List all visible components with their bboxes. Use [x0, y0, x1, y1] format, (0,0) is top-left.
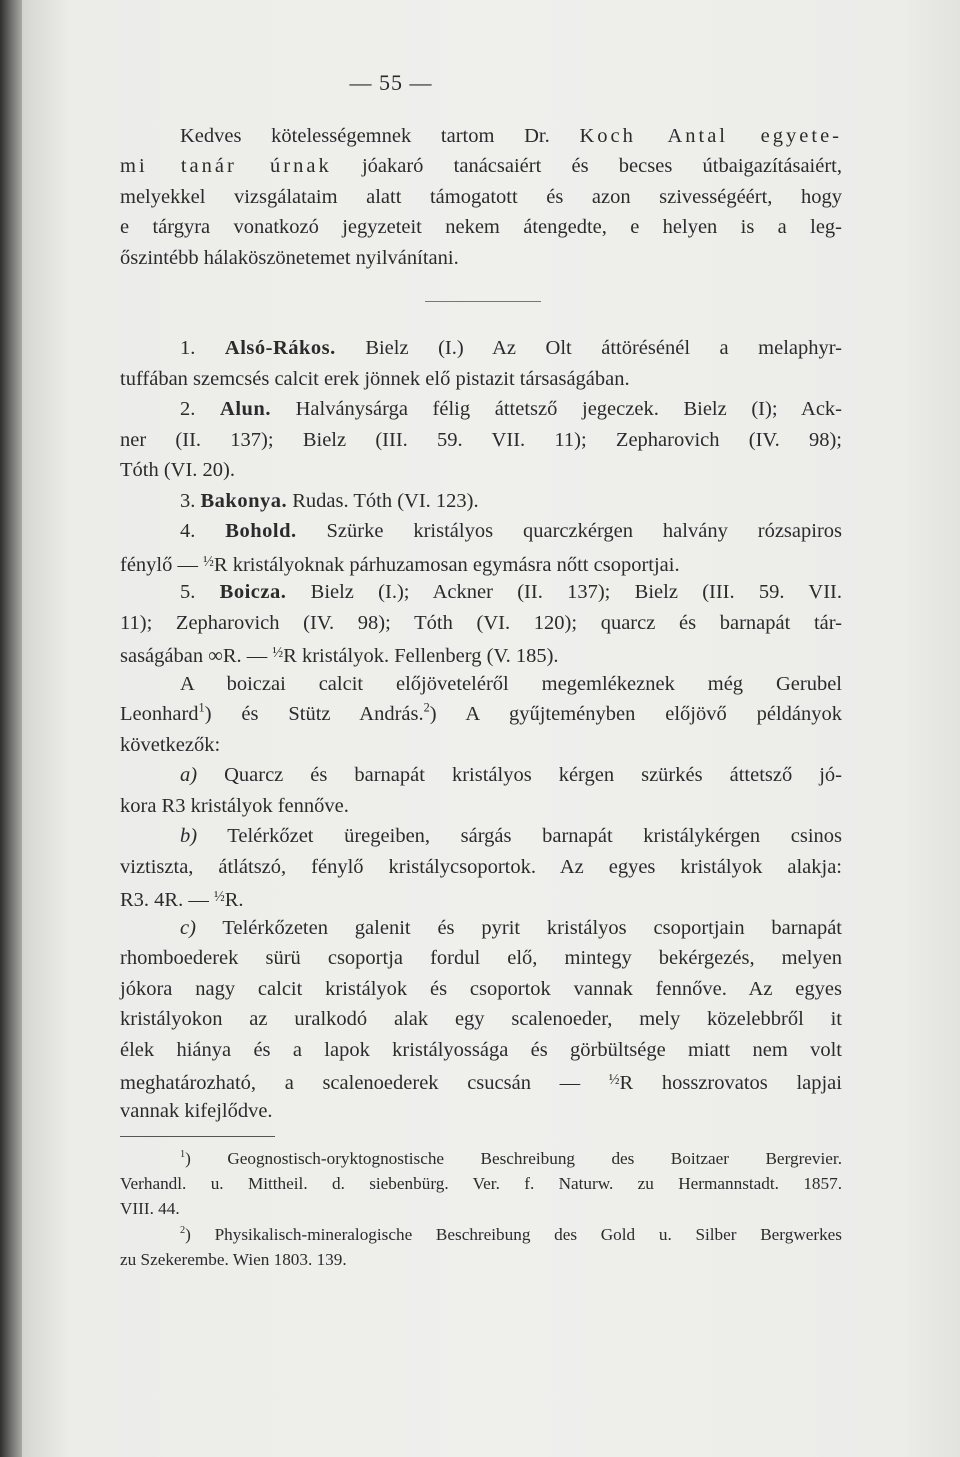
section-separator [425, 301, 541, 302]
entry-1-line-2: tuffában szemcsés calcit erek jönnek elő pistazit társaságában. [120, 368, 630, 390]
locality-name: Alun. [220, 398, 271, 420]
para-line-1: A boiczai calcit előjöveteléről megemlékeznek még Gerubel [180, 673, 842, 695]
item-a-line-1: a) Quarcz és barnapát kristályos kérgen szürkés áttetsző jó- [180, 764, 842, 786]
locality-name: Boicza. [219, 581, 287, 603]
footnote-1-line-3: VIII. 44. [120, 1199, 180, 1218]
author-name: Koch Antal egyete- [579, 125, 843, 147]
footnote-ref-1: 1 [198, 700, 205, 715]
item-c-line-6: meghatározható, a scalenoederek csucsán — $^{\frac{1}{2}}$R hosszrovatos lapjai [120, 1072, 842, 1095]
item-c-line-7: vannak kifejlődve. [120, 1100, 273, 1122]
item-c-line-1: c) Telérkőzeten galenit és pyrit kristályos csoportjain barnapát [180, 917, 842, 939]
book-binding-edge [0, 0, 22, 1457]
item-c-line-4: kristályokon az uralkodó alak egy scalenoeder, mely közelebbről it [120, 1008, 842, 1030]
entry-4-line-1: 4. Bohold. Szürke kristályos quarczkérgen halvány rózsapiros [180, 520, 842, 542]
entry-3-line-1: 3. Bakonya. Rudas. Tóth (VI. 123). [180, 490, 479, 512]
entry-2-line-1: 2. Alun. Halványsárga félig áttetsző jegeczek. Bielz (I); Ack- [180, 398, 843, 420]
para-line-3: következők: [120, 734, 221, 756]
intro-line-3: melyekkel vizsgálataim alatt támogatott és azon szivességéért, hogy [120, 186, 842, 208]
item-c-line-2: rhomboederek sürü csoportja fordul elő, mintegy bekérgezés, melyen [120, 947, 842, 969]
page-number: — 55 — [349, 70, 433, 95]
entry-2-line-2: ner (II. 137); Bielz (III. 59. VII. 11); Zepharovich (IV. 98); [120, 429, 842, 451]
footnote-2-line-2: zu Szekerembe. Wien 1803. 139. [120, 1250, 347, 1269]
entry-5-line-1: 5. Boicza. Bielz (I.); Ackner (II. 137); Bielz (III. 59. VII. [180, 581, 843, 603]
entry-2-line-3: Tóth (VI. 20). [120, 459, 236, 481]
footnote-mark: 2 [180, 1224, 186, 1236]
intro-line-4: e tárgyra vonatkozó jegyzeteit nekem átengedte, e helyen is a leg- [120, 216, 842, 238]
entry-5-line-2: 11); Zepharovich (IV. 98); Tóth (VI. 120); quarcz és barnapát tár- [120, 612, 842, 634]
item-b-line-2: viztiszta, átlátszó, fénylő kristálycsoportok. Az egyes kristályok alakja: [120, 856, 842, 878]
footnote-rule [120, 1136, 275, 1137]
item-b-line-3: R3. 4R. — $^{\frac{1}{2}}$R. [120, 889, 244, 912]
para-line-2: Leonhard$^1$) és Stütz András.$^2$) A gyűjteményben előjövő példányok [120, 700, 843, 725]
footnote-mark: 1 [180, 1148, 186, 1160]
locality-name: Bakonya. [200, 490, 288, 512]
item-label: a) [180, 764, 198, 786]
locality-name: Bohold. [225, 520, 297, 542]
item-a-line-2: kora R3 kristályok fennőve. [120, 795, 349, 817]
footnote-1-line-2: Verhandl. u. Mittheil. d. siebenbürg. Ver. f. Naturw. zu Hermannstadt. 1857. [120, 1174, 842, 1193]
footnote-2-line-1: $^2$) Physikalisch-mineralogische Beschreibung des Gold u. Silber Bergwerkes [180, 1224, 842, 1244]
item-c-line-3: jókora nagy calcit kristályok és csoportok vannak fennőve. Az egyes [120, 978, 842, 1000]
locality-name: Alsó-Rákos. [224, 337, 336, 359]
entry-4-line-2: fénylő — $^{\frac{1}{2}}$R kristályoknak párhuzamosan egymásra nőtt csoportjai. [120, 554, 680, 577]
intro-line-2: mi tanár úrnak jóakaró tanácsaiért és becses útbaigazításaiért, [120, 155, 842, 177]
item-c-line-5: élek hiánya és a lapok kristályossága és görbültsége miatt nem volt [120, 1039, 842, 1061]
item-label: b) [180, 825, 198, 847]
item-label: c) [180, 917, 196, 939]
entry-1-line-1: 1. Alsó-Rákos. Bielz (I.) Az Olt áttörésénél a melaphyr- [180, 337, 843, 359]
footnote-1-line-1: $^1$) Geognostisch-oryktognostische Beschreibung des Boitzaer Bergrevier. [180, 1148, 842, 1168]
intro-line-5: őszintébb hálaköszönetemet nyilvánítani. [120, 247, 459, 269]
entry-5-line-3: saságában ∞R. — $^{\frac{1}{2}}$R kristályok. Fellenberg (V. 185). [120, 645, 559, 668]
author-title: mi tanár úrnak [120, 155, 332, 177]
intro-line-1: Kedves kötelességemnek tartom Dr. Koch Antal egyete- [180, 125, 843, 147]
footnote-ref-2: 2 [423, 700, 430, 715]
item-b-line-1: b) Telérkőzet üregeiben, sárgás barnapát kristálykérgen csinos [180, 825, 842, 847]
